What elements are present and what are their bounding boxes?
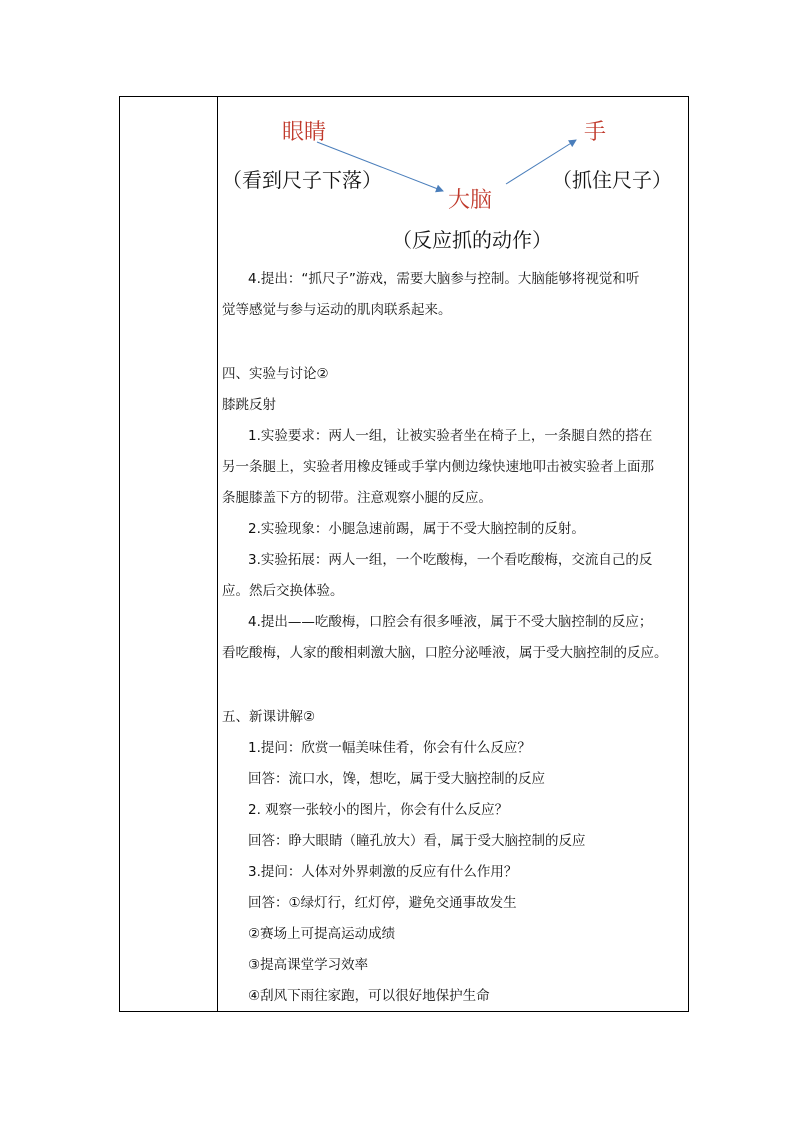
paragraph-line: ②赛场上可提高运动成绩: [248, 926, 396, 942]
section-heading: 五、新课讲解②: [222, 709, 316, 725]
paragraph-line: 回答：①绿灯行，红灯停，避免交通事故发生: [248, 895, 517, 911]
paragraph-line: 4.提出——吃酸梅，口腔会有很多唾液，属于不受大脑控制的反应；: [248, 614, 653, 630]
hand-note: （抓住尺子）: [552, 168, 672, 192]
paragraph-line: 回答：睁大眼睛（瞳孔放大）看，属于受大脑控制的反应: [248, 833, 586, 849]
paragraph-line: 看吃酸梅，人家的酸相刺激大脑，口腔分泌唾液，属于受大脑控制的反应。: [222, 645, 668, 661]
paragraph-line: ③提高课堂学习效率: [248, 957, 369, 973]
paragraph-line: 条腿膝盖下方的韧带。注意观察小腿的反应。: [222, 490, 492, 506]
paragraph-line: 3.实验拓展：两人一组，一个吃酸梅，一个看吃酸梅，交流自己的反: [248, 552, 653, 568]
section-heading: 四、实验与讨论②: [222, 366, 329, 382]
brain-note: （反应抓的动作）: [392, 228, 552, 252]
paragraph-line: ④刮风下雨往家跑，可以很好地保护生命: [248, 988, 490, 1004]
paragraph-line: 1.提问：欣赏一幅美味佳肴，你会有什么反应？: [248, 740, 531, 756]
eye-note: （看到尺子下落）: [222, 168, 382, 192]
brain-label: 大脑: [448, 188, 493, 213]
paragraph-line: 2.实验现象：小腿急速前踢，属于不受大脑控制的反射。: [248, 521, 585, 537]
lesson-table: [119, 96, 689, 1012]
content-cell: [218, 97, 688, 1011]
eye-label: 眼睛: [282, 120, 327, 145]
paragraph-line: 3.提问：人体对外界刺激的反应有什么作用？: [248, 864, 518, 880]
paragraph-line: 应。然后交换体验。: [222, 583, 344, 599]
paragraph-line: 另一条腿上，实验者用橡皮锤或手掌内侧边缘快速地叩击被实验者上面那: [222, 459, 654, 475]
paragraph-line: 1.实验要求：两人一组，让被实验者坐在椅子上，一条腿自然的搭在: [248, 428, 653, 444]
hand-label: 手: [584, 120, 607, 145]
paragraph-line: 2. 观察一张较小的图片，你会有什么反应？: [248, 802, 509, 818]
subheading: 膝跳反射: [222, 397, 276, 413]
reflex-diagram: [218, 97, 689, 257]
paragraph-line: 回答：流口水，馋，想吃，属于受大脑控制的反应: [248, 771, 545, 787]
paragraph-line: 4.提出：“抓尺子”游戏，需要大脑参与控制。大脑能够将视觉和听: [248, 271, 640, 287]
paragraph-line: 觉等感觉与参与运动的肌肉联系起来。: [222, 302, 452, 318]
